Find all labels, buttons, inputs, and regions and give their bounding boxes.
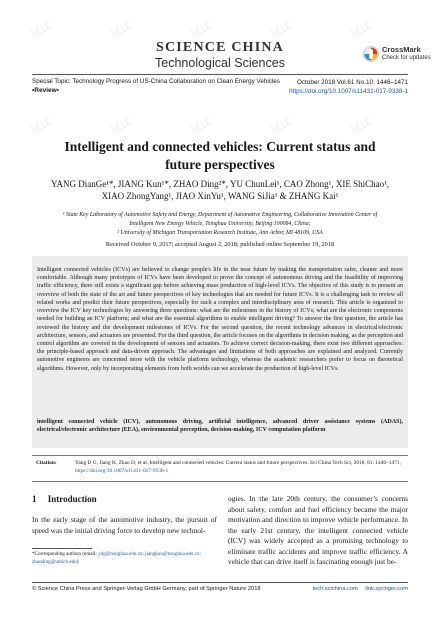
affiliation: Intelligent New Energy Vehicle, Tsinghua University, Beijing 100084, China;	[129, 220, 311, 227]
citation-body: Yang D G, Jiang K, Zhao D, et al. Intelligent and connected vehicles: Current status and future perspectives. Sci China Tech Sci, 2018, 61: 1446–1471,	[75, 460, 401, 466]
affiliation: ¹ State Key Laboratory of Automotive Safety and Energy, Department of Automotive Engineering, Collaborative Innovation Center of	[62, 212, 378, 218]
abstract-text: Intelligent connected vehicles (ICVs) are believed to change people's life in the near future by making the transportation safer, cleaner and more comfortable. Although many prototypes of ICVs have been developed to prove the concept of autonomous driving and the feasibility of improving traffic efficiency, there still exists a significant gap before achieving mass production of high-level ICVs. The objective of this study is to present an overview of both the state of the art and future perspectives of key technologies that are needed for future ICVs. It is a challenging task to review all related works and predict their future perspectives, especially for such a complex and interdisciplinary area of research. This article is organized to overview the ICV key technologies by answering three questions: what are the milestones in the history of ICVs; what are the electronic components needed for building an ICV platform; and what are the essential algorithms to enable intelligent driving? To answer the first question, the article has reviewed the history and the development milestones of ICVs. For the second question, the recent technology advances in electrical/electronic architecture, sensors, and actuators are presented. For the third question, the article focuses on the algorithms in decision making, as the perception and control algorithm are covered in the development of sensors and actuators. To achieve correct decision-making, there exist two different approaches: the principle-based approach and data-driven approach. The advantages and limitations of both approaches are explained and analyzed. Currently automotive engineers are concerned more with the vehicle platform technology, whereas the academic researchers prefer to focus on theoretical algorithms. However, only by incorporating elements from both worlds can we accelerate the production of high-level ICVs.	[37, 267, 403, 372]
footer-links	[307, 586, 408, 592]
footnote-rule	[32, 548, 92, 549]
watermark: 试读	[348, 115, 375, 138]
watermark: 试读	[28, 115, 55, 138]
section-title: Introduction	[47, 494, 97, 504]
special-topic: Special Topic: Technology Progress of US-China Collaboration on Clean Energy Vehicles	[32, 78, 280, 85]
citation-doi-link[interactable]: https://doi.org/10.1007/s11431-017-9338-1	[75, 467, 169, 474]
section-number: 1	[32, 494, 37, 504]
crossmark-small: Check for	[382, 55, 408, 61]
article-title	[0, 138, 440, 174]
body-column-left: In the early stage of the automotive industry, the pursuit of speed was the initial driving force to develop new technol-	[32, 515, 217, 535]
watermark: 试读	[188, 19, 215, 42]
article-type: •Review•	[32, 87, 59, 94]
footnote-emails[interactable]: ydg@tsinghua.edu.cn; jiangkun@tsinghua.edu.cn; zhaoding@umich.edu	[32, 551, 201, 565]
citation-rule	[32, 455, 408, 456]
citation-text	[75, 460, 405, 476]
footnote-prefix: *Corresponding authors (email:	[32, 551, 99, 557]
journal-name: SCIENCE CHINA	[155, 40, 284, 55]
affiliations	[50, 211, 390, 238]
crossmark-brand: CrossMark	[382, 45, 421, 55]
watermark: 试读	[268, 19, 295, 42]
footer-link[interactable]: link.springer.com	[365, 586, 408, 592]
keywords: intelligent connected vehicle (ICV), autonomous driving, artificial intelligence, advanced driver assistance systems (ADAS), electrical/electronic architecture (EEA), environmental perception, decision-making, ICV computation platform	[37, 419, 403, 434]
footnote	[32, 551, 217, 566]
title-line: Intelligent and connected vehicles: Current status and	[64, 139, 376, 154]
title-line: future perspectives	[165, 156, 275, 172]
header-rule	[32, 74, 408, 75]
journal-subname: Technological Sciences	[155, 56, 285, 70]
watermark: 试读	[348, 19, 375, 42]
issue-line: October 2018 Vol.61 No.10: 1446–1471	[297, 79, 408, 86]
watermark: 试读	[188, 115, 215, 138]
crossmark-label	[382, 46, 431, 62]
citation-rule	[32, 481, 408, 482]
footer-rule	[32, 582, 408, 583]
crossmark-line2: updates	[409, 55, 431, 61]
citation-label: Citation:	[36, 460, 57, 466]
watermark: 试读	[108, 19, 135, 42]
authors-line: XIAO ZhongYang¹, JIAO XinYu¹, WANG SiJia¹ & ZHANG Kai¹	[101, 191, 339, 202]
footer-link[interactable]: tech.scichina.com	[312, 586, 358, 592]
watermark: 试读	[108, 115, 135, 138]
body-column-right: ogies. In the late 20th century, the consumer’s concerns about safety, comfort and fuel efficiency became the major motivation and direction to improve vehicle performance. In the early 21st century, the intelligent connected vehicle (ICV) was widely accepted as a promising technology to eliminate traffic accidents and improve traffic efficiency. A vehicle that can drive itself is fascinating enough just be-	[228, 494, 408, 567]
copyright: © Science China Press and Springer-Verlag GmbH Germany, part of Springer Nature 2018	[32, 586, 261, 592]
crossmark-icon	[363, 46, 379, 62]
author-list	[50, 178, 390, 202]
article-dates: Received October 9, 2017; accepted August 2, 2018; published online September 19, 2018	[105, 241, 335, 248]
authors-line: YANG DianGe¹*, JIANG Kun¹*, ZHAO Ding²*, YU ChunLei¹, CAO Zhong¹, XIE ShiChao¹,	[50, 179, 390, 189]
watermark: 试读	[28, 19, 55, 42]
issue-info	[289, 78, 408, 96]
watermark: 试读	[268, 115, 295, 138]
doi-link[interactable]: https://doi.org/10.1007/s11431-017-9338-1	[289, 88, 408, 96]
crossmark-badge[interactable]	[363, 46, 431, 62]
footnote-suffix: )	[76, 558, 79, 565]
affiliation: ² University of Michigan Transportation Research Institute, Ann Arbor, MI 48109, USA	[117, 229, 323, 236]
section-heading	[32, 494, 97, 504]
